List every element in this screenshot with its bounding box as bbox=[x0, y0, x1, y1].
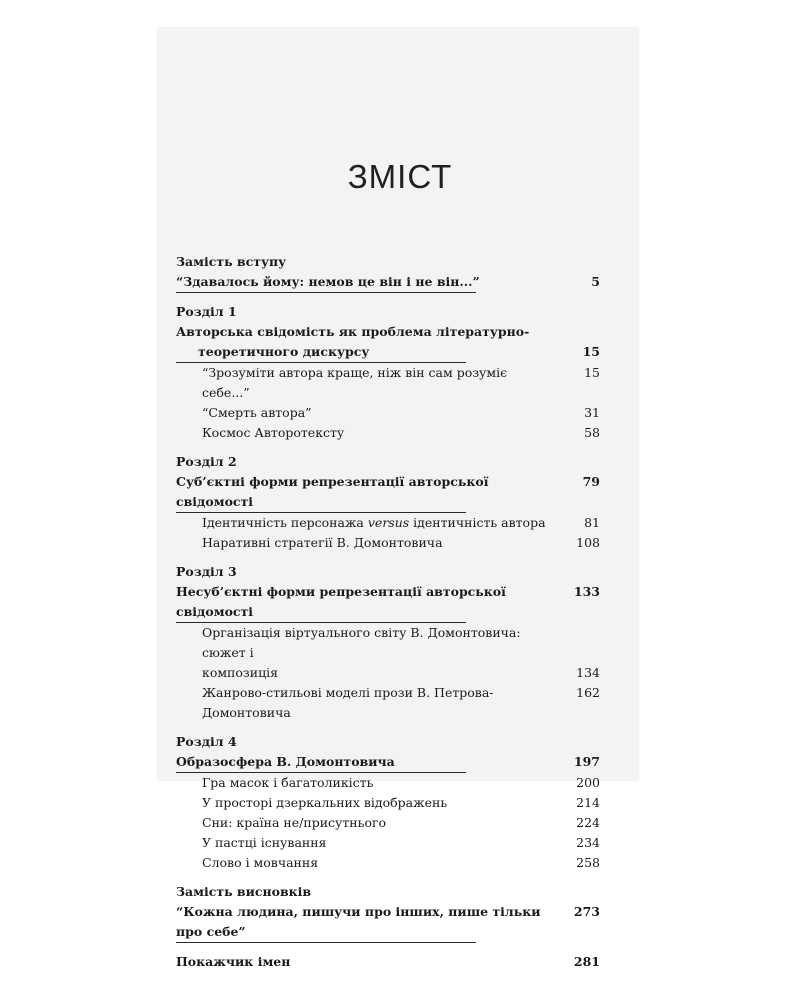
entry-title: Гра масок і багатоликість bbox=[202, 775, 374, 790]
entry-title: Жанрово-стильові моделі прози В. Петрова-Домонтовича bbox=[202, 685, 494, 720]
toc-subsection-entry bbox=[176, 513, 600, 533]
entry-title: Сни: країна не/присутнього bbox=[202, 815, 387, 830]
page-number: 15 bbox=[582, 344, 600, 359]
page-number: 15 bbox=[584, 365, 600, 380]
page-number: 81 bbox=[584, 515, 600, 530]
entry-title: Несуб’єктні форми репрезентації авторської свідомості bbox=[176, 584, 506, 619]
toc-chapter-entry bbox=[176, 902, 600, 942]
entry-title: У просторі дзеркальних відображень bbox=[202, 795, 448, 810]
toc-subsection-entry bbox=[176, 423, 600, 443]
toc-section bbox=[176, 302, 600, 443]
entry-title: “Здавалось йому: немов це він і не він...” bbox=[176, 274, 480, 289]
page-number: 281 bbox=[573, 954, 600, 969]
toc-subsection-entry bbox=[176, 363, 600, 403]
entry-title: “Смерть автора” bbox=[202, 405, 312, 420]
toc-entry bbox=[176, 952, 600, 972]
page-number: 58 bbox=[584, 425, 600, 440]
section-heading: Розділ 1 bbox=[176, 304, 237, 319]
page-number: 5 bbox=[591, 274, 600, 289]
entry-title: “Зрозуміти автора краще, ніж він сам розуміє себе...” bbox=[202, 365, 508, 400]
entry-title: У пастці існування bbox=[202, 835, 327, 850]
toc-section bbox=[176, 562, 600, 723]
page-number: 31 bbox=[584, 405, 600, 420]
toc-chapter-entry bbox=[176, 582, 600, 622]
toc-subsection-entry bbox=[176, 813, 600, 833]
page-number: 133 bbox=[573, 584, 600, 599]
page-number: 258 bbox=[576, 855, 600, 870]
entry-title: “Кожна людина, пишучи про інших, пише тільки про себе” bbox=[176, 904, 541, 939]
toc-subsection-entry bbox=[176, 853, 600, 873]
section-heading: Розділ 2 bbox=[176, 454, 237, 469]
entry-title: Суб’єктні форми репрезентації авторської свідомості bbox=[176, 474, 489, 509]
page-number: 108 bbox=[576, 535, 600, 550]
section-heading: Розділ 3 bbox=[176, 564, 237, 579]
table-of-contents bbox=[176, 252, 600, 981]
page-number: 79 bbox=[582, 474, 600, 489]
page-number: 134 bbox=[576, 665, 600, 680]
toc-subsection-entry bbox=[176, 793, 600, 813]
page-number: 200 bbox=[576, 775, 600, 790]
toc-section bbox=[176, 732, 600, 873]
section-heading: Покажчик імен bbox=[176, 954, 291, 969]
toc-chapter-entry bbox=[176, 322, 600, 362]
toc-chapter-entry bbox=[176, 472, 600, 512]
page-number: 273 bbox=[573, 904, 600, 919]
page-number: 197 bbox=[573, 754, 600, 769]
page-number: 234 bbox=[576, 835, 600, 850]
entry-title: Образосфера В. Домонтовича bbox=[176, 754, 395, 769]
entry-title: Слово і мовчання bbox=[202, 855, 319, 870]
entry-title: Космос Авторотексту bbox=[202, 425, 345, 440]
toc-section bbox=[176, 952, 600, 972]
entry-title: Ідентичність персонажа versus ідентичність автора bbox=[202, 515, 546, 530]
toc-subsection-entry bbox=[176, 403, 600, 423]
page-title: ЗМІСТ bbox=[347, 158, 453, 195]
toc-section bbox=[176, 252, 600, 293]
section-heading: Замість висновків bbox=[176, 884, 312, 899]
toc-subsection-entry bbox=[176, 533, 600, 553]
toc-subsection-entry bbox=[176, 773, 600, 793]
toc-subsection-entry bbox=[176, 683, 600, 723]
section-heading: Замість вступу bbox=[176, 254, 287, 269]
entry-title-continuation: теоретичного дискурсу bbox=[198, 344, 370, 359]
toc-chapter-entry bbox=[176, 752, 600, 772]
entry-title: Авторська свідомість як проблема літературно- теоретичного дискурсу bbox=[176, 322, 556, 362]
page-number: 224 bbox=[576, 815, 600, 830]
toc-subsection-entry bbox=[176, 833, 600, 853]
heading-rule bbox=[176, 292, 476, 293]
toc-subsection-entry bbox=[176, 623, 600, 683]
page-number: 162 bbox=[576, 685, 600, 700]
page-number: 214 bbox=[576, 795, 600, 810]
toc-chapter-entry bbox=[176, 272, 600, 292]
entry-title: Наративні стратегії В. Домонтовича bbox=[202, 535, 443, 550]
heading-rule bbox=[176, 942, 476, 943]
section-heading: Розділ 4 bbox=[176, 734, 237, 749]
toc-section bbox=[176, 882, 600, 943]
entry-title-continuation: композиція bbox=[202, 665, 278, 680]
toc-section bbox=[176, 452, 600, 553]
entry-title: Організація віртуального світу В. Домонтовича: сюжет і композиція bbox=[176, 623, 556, 683]
